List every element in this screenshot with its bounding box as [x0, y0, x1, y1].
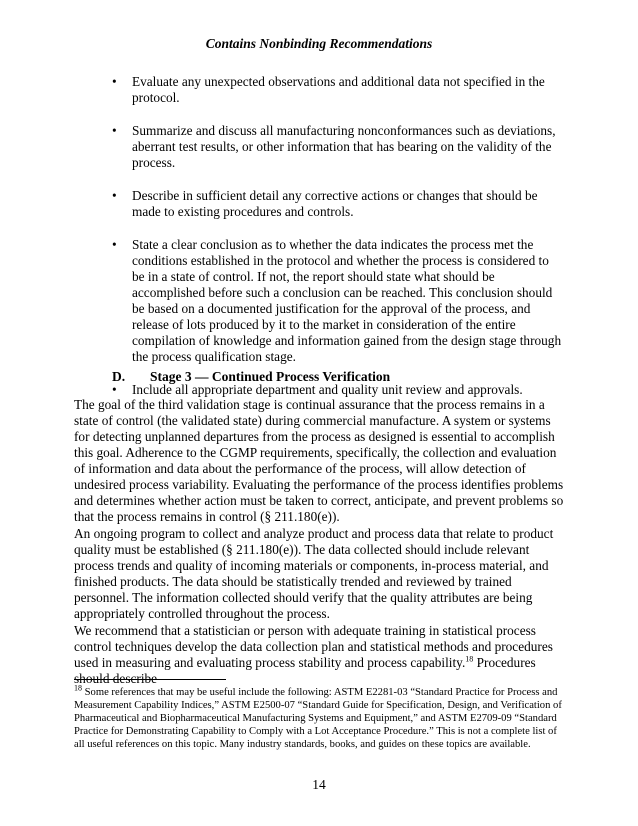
footnote — [74, 683, 564, 751]
section-title: Stage 3 ― Continued Process Verification — [150, 369, 391, 384]
footnote-divider — [74, 679, 226, 680]
bullet-text: Summarize and discuss all manufacturing nonconformances such as deviations, aberrant test results, or other information that has bearing on the validity of the process. — [132, 123, 556, 170]
bullet-icon: • — [112, 382, 117, 397]
bullet-icon: • — [112, 74, 117, 89]
bullet-text: State a clear conclusion as to whether the data indicates the process met the conditions established in the protocol and whether the process is considered to be in a state of control. If not, the report should state what should be accomplished before such a conclusion can be reached. This conclusion should be based on a documented justification for the approval of the process, and release of lots produced by it to the market in consideration of the entire compilation of knowledge and information gained from the design stage through the process qualification stage. — [132, 237, 562, 364]
bullet-text: Include all appropriate department and quality unit review and approvals. — [132, 382, 523, 397]
paragraph-ongoing-program: An ongoing program to collect and analyze product and process data that relate to product quality must be established (§ 211.180(e)). The data collected should include relevant process trends and quality of incoming materials or components, in-process material, and finished products. The data should be statistically trended and reviewed by trained personnel. The information collected should verify that the quality attributes are being appropriately controlled throughout the process. — [74, 526, 554, 621]
bullet-text: Describe in sufficient detail any corrective actions or changes that should be made to existing procedures and controls. — [132, 188, 538, 219]
page-number: 14 — [312, 777, 326, 792]
bullet-icon: • — [112, 123, 117, 138]
bullet-icon: • — [112, 237, 117, 252]
section-letter: D. — [112, 369, 126, 384]
bullet-item — [112, 188, 564, 220]
section-heading — [112, 369, 390, 385]
paragraph-statistician — [74, 623, 564, 687]
bullet-text: Evaluate any unexpected observations and additional data not specified in the protocol. — [132, 74, 545, 105]
bullet-icon: • — [112, 188, 117, 203]
footnote-number: 18 — [74, 683, 82, 693]
footnote-text: Some references that may be useful include the following: ASTM E2281-03 “Standard Practice for Process and Measurement Capability Indices,” ASTM E2500-07 “Standard Guide for Specification, Design, and Verification of Pharmaceutical and Biopharmaceutical Manufacturing Systems and Equipment,” and ASTM E2709-09 “Standard Practice for Demonstrating Capability to Comply with a Lot Acceptance Procedure.” This is not a complete list of all useful references on this topic. Many industry standards, books, and guides on these topics are available. — [74, 687, 562, 750]
bullet-item — [112, 123, 564, 171]
bullet-item — [112, 74, 564, 106]
paragraph-stage3-goal: The goal of the third validation stage is continual assurance that the process remains in a state of control (the validated state) during commercial manufacture. A system or systems for detecting unplanned departures from the process as designed is essential to accomplish this goal. Adherence to the CGMP requirements, specifically, the collection and evaluation of information and data about the performance of the process, will allow detection of undesired process variability. Evaluating the performance of the process identifies problems and determines whether action must be taken to correct, anticipate, and prevent problems so that the process remains in control (§ 211.180(e)). — [74, 397, 564, 524]
bullet-list — [112, 74, 564, 415]
bullet-item — [112, 237, 564, 365]
footnote-reference: 18 — [465, 654, 474, 664]
paragraph-text-continued: Procedures should describe — [74, 655, 536, 686]
paragraph-text: We recommend that a statistician or person with adequate training in statistical process control techniques develop the data collection plan and statistical methods and procedures used in measuring and evaluating process stability and process capability. — [74, 623, 553, 670]
page-header: Contains Nonbinding Recommendations — [205, 36, 433, 51]
